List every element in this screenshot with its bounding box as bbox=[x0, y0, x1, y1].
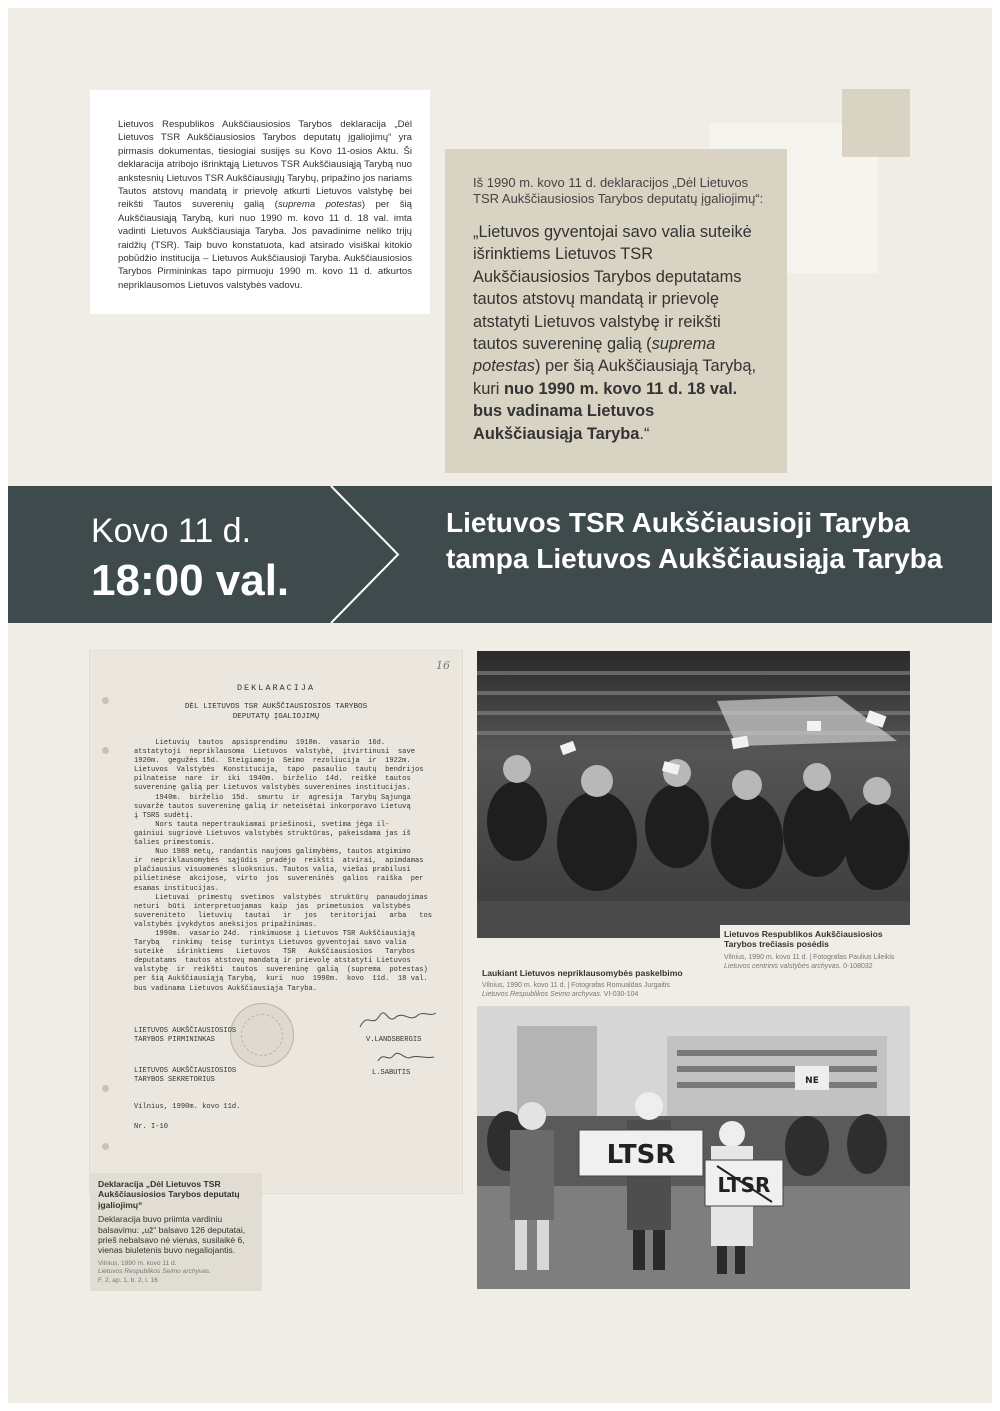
caption-meta bbox=[724, 953, 910, 971]
quote-part: „Lietuvos gyventojai savo valia suteikė išrinktiems Lietuvos TSR Aukščiausiosios Tarybos deputatams tautos atstovų mandatą ir prievolę atstatyti Lietuvos valstybę ir reikšti tautos suvereninę galią ( bbox=[473, 223, 752, 354]
quote-italic: suprema potestas bbox=[473, 335, 716, 376]
signer2-name: L.SABUTIS bbox=[372, 1069, 411, 1077]
binder-hole-icon bbox=[102, 1143, 109, 1150]
signature-icon bbox=[358, 1007, 438, 1033]
caption-archive: Lietuvos Respublikos Seimo archyvas. bbox=[482, 991, 602, 999]
document-subtitle-line: DĖL LIETUVOS TSR AUKŠČIAUSIOSIOS TARYBOS bbox=[184, 703, 368, 711]
time-label: 18:00 val. bbox=[91, 556, 290, 605]
caption-meta bbox=[98, 1260, 256, 1285]
intro-paragraph bbox=[118, 118, 412, 292]
photo2-caption bbox=[480, 964, 700, 1006]
session-photo-illustration bbox=[477, 651, 910, 938]
place-date: Vilnius, 1990m. kovo 11d. bbox=[134, 1103, 241, 1111]
caption-archive: Lietuvos Respublikos Seimo archyvas. bbox=[98, 1268, 211, 1276]
quote-box bbox=[445, 149, 787, 473]
caption-meta-line: Vilnius, 1990 m. kovo 11 d. | Fotografas Paulius Lileikis bbox=[724, 953, 895, 961]
document-title: DEKLARACIJA bbox=[236, 683, 316, 693]
quote-bold: nuo 1990 m. kovo 11 d. 18 val. bus vadinama Lietuvos Aukščiausiąja Taryba bbox=[473, 379, 738, 443]
sign-back-text: NE bbox=[805, 1076, 819, 1086]
caption-title: Deklaracija „Dėl Lietuvos TSR Aukščiausiosios Tarybos deputatų įgaliojimų“ bbox=[98, 1179, 240, 1210]
declaration-document-scan bbox=[90, 651, 462, 1193]
signer2-role: LIETUVOS AUKŠČIAUSIOSIOS TARYBOS SEKRETORIUS bbox=[134, 1067, 237, 1084]
caption-meta-line: Vilnius, 1990 m. kovo 11 d. | Fotografas Romualdas Jurgaitis bbox=[482, 982, 670, 990]
signature-icon bbox=[376, 1049, 436, 1067]
intro-text-part: Lietuvos Respublikos Aukščiausiosios Tarybos deklaracija „Dėl Lietuvos TSR Aukščiausiosios Tarybos deputatų įgaliojimų“ yra pirmasis dokumentas, tiesiogiai susijęs su Kovo 11-osios Aktu. Ši deklaracija atribojo išrinktąją Lietuvos TSR Aukščiausiąją Tarybą nuo ankstesnių Lietuvos TSR Aukščiausiųjų Tarybų, pripažino jos nariams Tautos atstovų mandatą ir prievolę atkurti Lietuvos valstybę bei reikšti Tautos suverenių galią ( bbox=[118, 119, 413, 211]
document-caption bbox=[90, 1173, 262, 1291]
document-number: Nr. I-10 bbox=[134, 1123, 169, 1131]
caption-ref: 0-108032 bbox=[843, 962, 873, 970]
page-number: 16 bbox=[436, 659, 450, 672]
quote-part: .“ bbox=[639, 424, 650, 443]
intro-text-italic: suprema potestas bbox=[277, 199, 362, 211]
caption-ref: F. 2, ap. 1, b. 2, l. 16 bbox=[98, 1276, 158, 1284]
intro-text-part: ) per šią Aukščiausiąją Tarybą, kuri nuo 1990 m. kovo 11 d. 18 val. imta vadinti Lietuvos Aukščiausiąja Taryba. Jos pavadinime neliko trijų raidžių (TSR). Taip buvo konstatuota, kad atsirado visiškai kitokio pobūdžio institucija – Lietuvos Aukščiausioji Taryba. Aukščiausiosios Tarybos Pirmininkas tapo pirmuoju 1990 m. kovo 11 d. atkurtos nepriklausomos Lietuvos valstybės vadovu. bbox=[118, 199, 413, 291]
sign-right-text: LTSR bbox=[717, 1173, 771, 1197]
caption-title: Laukiant Lietuvos nepriklausomybės paskelbimo bbox=[482, 968, 683, 978]
photo-session-voting bbox=[477, 651, 910, 938]
caption-ref: VI-030-104 bbox=[603, 991, 639, 999]
photo-children-with-signs bbox=[477, 1006, 910, 1289]
signer1-role: LIETUVOS AUKŠČIAUSIOSIOS TARYBOS PIRMININKAS bbox=[134, 1027, 237, 1044]
photo1-caption bbox=[720, 925, 910, 985]
caption-title: Lietuvos Respublikos Aukščiausiosios Tarybos trečiasis posėdis bbox=[724, 929, 883, 950]
binder-hole-icon bbox=[102, 747, 109, 754]
caption-description: Deklaracija buvo priimta vardiniu balsavimu: „už“ balsavo 126 deputatai, prieš nebalsavo nė vienas, susilaikė 6, vienas biuletenis buvo negaliojantis. bbox=[98, 1214, 246, 1256]
document-subtitle-line: DEPUTATŲ ĮGALIOJIMŲ bbox=[232, 713, 320, 721]
quote-source: Iš 1990 m. kovo 11 d. deklaracijos „Dėl Lietuvos TSR Aukščiausiosios Tarybos deputatų įgaliojimų“: bbox=[473, 175, 764, 206]
signer1-name: V.LANDSBERGIS bbox=[366, 1036, 422, 1044]
document-subtitle bbox=[90, 702, 462, 722]
date-label: Kovo 11 d. bbox=[91, 512, 252, 550]
poster bbox=[8, 8, 992, 1403]
caption-meta bbox=[482, 981, 700, 999]
sign-left-text: LTSR bbox=[606, 1140, 676, 1170]
intro-text-box bbox=[90, 90, 430, 314]
caption-archive: Lietuvos centrinis valstybės archyvas. bbox=[724, 962, 842, 970]
binder-hole-icon bbox=[102, 1085, 109, 1092]
document-body: Lietuvių tautos apsisprendimu 1918m. vasario 16d. atstatytoji nepriklausoma Lietuvos valstybė, įtvirtinusi save 1920m. gegužės 15d. Steigiamojo Seimo rezoliucija ir 1922m. Lietuvos Valstybės Konstitucija, tapo pasaulio tautų bendrijos pilnateise nare ir iki 1940m. birželio 14d. reiškė tautos suvereninę galią per Lietuvos valstybės suverenines institucijas. 1940m. birželio 15d. smurtu ir agresija Tarybų Sąjunga suvaržė tautos suvereninę galią ir neteisėtai inkorporavo Lietuvą į TSRS sudėtį. Nors tauta nepertraukiamai priešinosi, svetima jėga il- gainiui sugriovė Lietuvos valstybės struktūras, pakeisdama jas iš šalies primestomis. Nuo 1988 metų, randantis naujoms galimybėms, tautos atgimimo ir nepriklausomybės sąjūdis pradėjo reikšti atvirai, apimdamas plačiausius visuomenės sluoksnius. Tautos valia, viešai prabilusi pilietinėse akcijose, virto jos suvereninės galios raiška per esamas institucijas. Lietuvai primestų svetimos valstybės struktūrų panaudojimas neturi būti interpretuojamas kaip jas primetusios valstybės suvereniteto lietuvių tautai ir jos teritorijai arba tos valstybės įvykdytos aneksijos pripažinimas. 1990m. vasario 24d. rinkimuose į Lietuvos TSR Aukščiausiąją Tarybą rinkimų teisę turintys Lietuvos gyventojai savo valia suteikė išrinktiems Lietuvos TSR Aukščiausiosios Tarybos deputatams tautos atstovų mandatą ir prievolę atstatyti Lietuvos valstybę ir reikšti tautos suvereninę galią (suprema potestas) per šią Aukščiausiąją Tarybą, kuri nuo 1990m. kovo 11d. 18 val. bus vadinama Lietuvos Aukščiausiąja Taryba. bbox=[134, 739, 432, 993]
decorative-square bbox=[842, 89, 910, 157]
children-photo-illustration bbox=[477, 1006, 910, 1289]
caption-meta-line: Vilnius, 1990 m. kovo 11 d. bbox=[98, 1259, 177, 1267]
quote-part: ) per šią Aukščiausiąją Tarybą, kuri bbox=[473, 357, 757, 398]
headline: Lietuvos TSR Aukščiausioji Taryba tampa Lietuvos Aukščiausiąja Taryba bbox=[446, 507, 943, 574]
seal-stamp-icon bbox=[230, 1003, 294, 1067]
quote-text bbox=[473, 221, 767, 445]
